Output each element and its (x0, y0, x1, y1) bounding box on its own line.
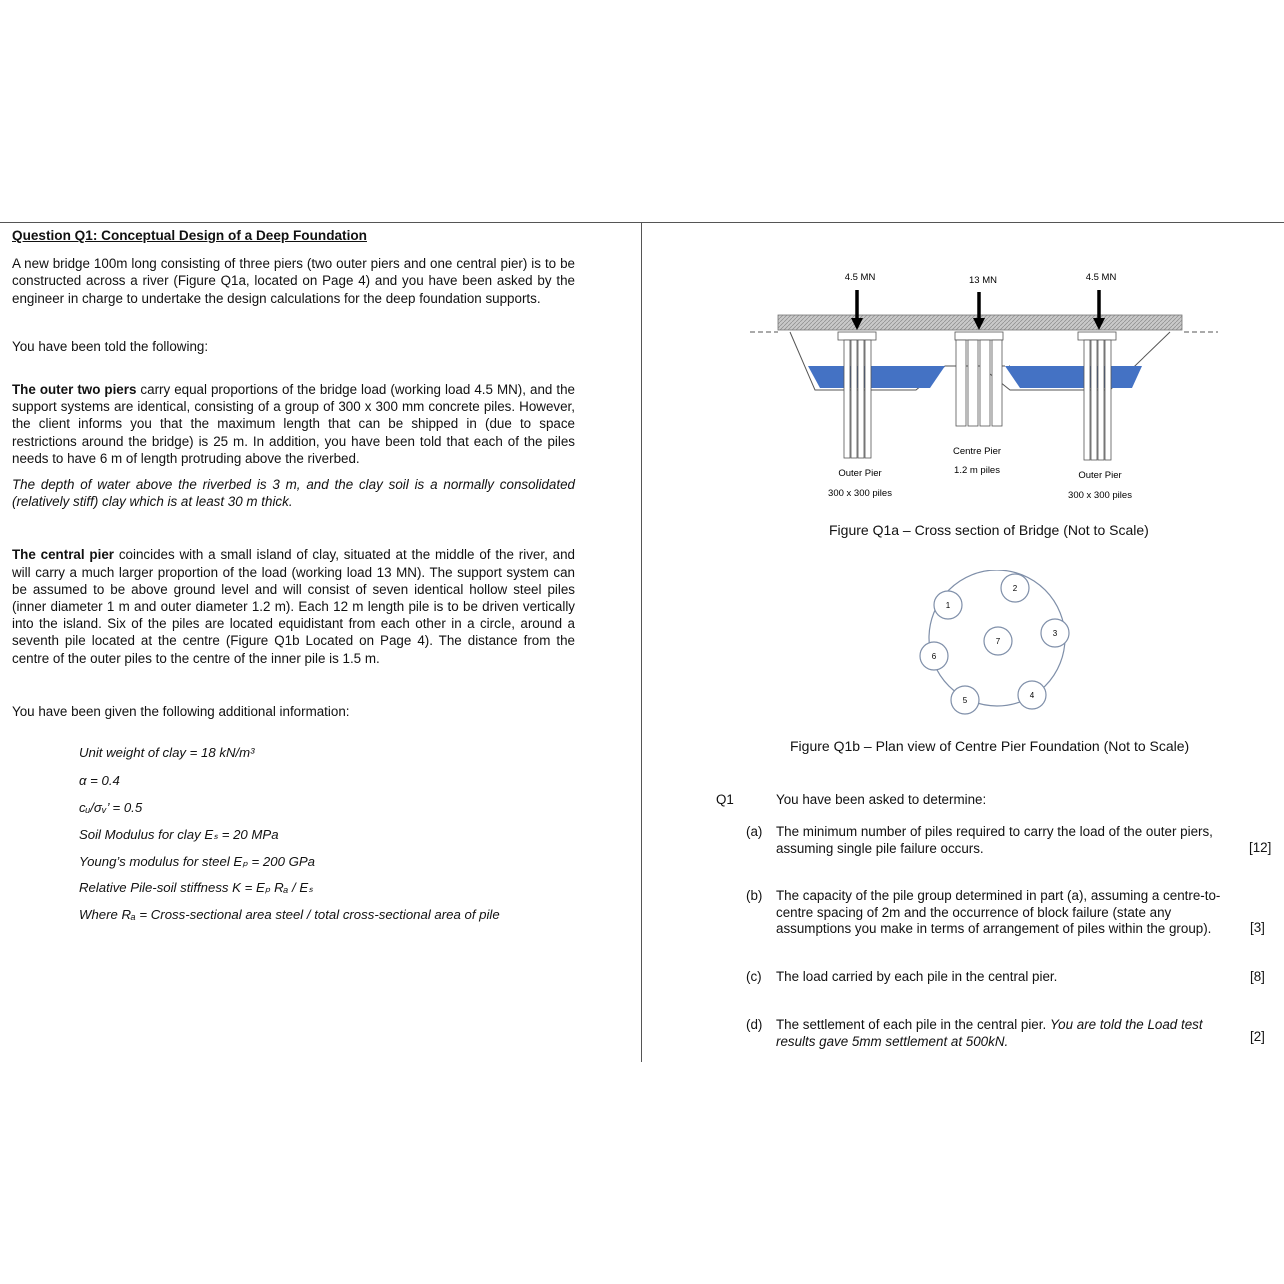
load-label-centre: 13 MN (969, 275, 997, 286)
pile-5-label: 5 (962, 696, 968, 705)
pile-1-label: 1 (945, 601, 951, 610)
info-stiffness: Relative Pile-soil stiffness K = Eₚ Rₐ / Eₛ (79, 880, 314, 895)
info-cu-ratio: cᵤ/σᵥ’ = 0.5 (79, 800, 143, 815)
additional-info-line: You have been given the following additional information: (12, 703, 350, 719)
central-pier-paragraph (12, 546, 575, 666)
pile-7-label: 7 (995, 637, 1001, 646)
outer-pier-right-sub: 300 x 300 piles (1068, 490, 1132, 501)
part-b-mark: [3] (1250, 920, 1265, 935)
part-d-label: (d) (746, 1017, 763, 1032)
info-alpha: α = 0.4 (79, 773, 120, 788)
figure-q1b (910, 570, 1080, 720)
info-steel-modulus: Young’s modulus for steel Eₚ = 200 GPa (79, 854, 315, 869)
depth-paragraph: The depth of water above the riverbed is 3 m, and the clay soil is a normally consolidated (relatively stiff) clay which is at least 30 m thick. (12, 477, 575, 510)
part-d-text-block (776, 1017, 1238, 1050)
pile-6-label: 6 (931, 652, 937, 661)
water-right (1005, 366, 1142, 388)
part-c-label: (c) (746, 969, 762, 984)
part-c-mark: [8] (1250, 969, 1265, 984)
outer-piers-lead: The outer two piers (12, 382, 137, 398)
intro-paragraph: A new bridge 100m long consisting of three piers (two outer piers and one central pier) is to be constructed across a river (Figure Q1a, located on Page 4) and you have been asked by the engineer in charge to undertake the design calculations for the deep foundation supports. (12, 256, 575, 306)
part-b-label: (b) (746, 888, 763, 903)
outer-pier-left-label: Outer Pier (838, 468, 882, 479)
part-b-text: The capacity of the pile group determined in part (a), assuming a centre-to-centre spacing of 2m and the occurrence of block failure (state any assumptions you make in terms of arrangement of piles within the group). (776, 888, 1221, 936)
outer-pier-left-sub: 300 x 300 piles (828, 488, 892, 499)
load-label-left: 4.5 MN (844, 272, 876, 283)
part-c-text: The load carried by each pile in the central pier. (776, 969, 1058, 984)
question-intro: You have been asked to determine: (776, 792, 987, 807)
pile-cap-left (838, 332, 876, 340)
info-soil-modulus: Soil Modulus for clay Eₛ = 20 MPa (79, 827, 279, 842)
figure-q1b-caption: Figure Q1b – Plan view of Centre Pier Foundation (Not to Scale) (790, 738, 1190, 754)
column-divider (641, 222, 642, 1062)
outer-pier-right-label: Outer Pier (1078, 470, 1122, 481)
part-d-italic: You are told the Load test results gave 5mm settlement at 500kN. (776, 1017, 1203, 1049)
pile-group (920, 574, 1069, 714)
question-number: Q1 (716, 792, 734, 807)
part-d-mark: [2] (1250, 1029, 1265, 1044)
right-piles (1084, 340, 1111, 460)
info-area-ratio: Where Rₐ = Cross-sectional area steel / total cross-sectional area of pile (79, 907, 500, 922)
top-rule (0, 222, 1284, 223)
pile-4-label: 4 (1029, 691, 1035, 700)
figure-q1a-caption: Figure Q1a – Cross section of Bridge (Not to Scale) (829, 522, 1149, 538)
central-pier-lead: The central pier (12, 547, 114, 563)
central-pier-text: coincides with a small island of clay, situated at the middle of the river, and will carry a much larger proportion of the load (working load 13 MN). The support system can be assumed to be above ground level and will consist of seven identical hollow steel piles (inner diameter 1 m and outer diameter 1.2 m). Each 12 m length pile is to be driven vertically into the island. Six of the piles are located equidistant from each other in a circle, around a seventh pile located at the centre (Figure Q1b Located on Page 4). The distance from the centre of the outer piles to the centre of the inner pile is 1.5 m. (12, 547, 576, 666)
part-a-label: (a) (746, 824, 763, 839)
pile-cap-right (1078, 332, 1116, 340)
left-piles (844, 340, 871, 458)
info-unit-weight: Unit weight of clay = 18 kN/m³ (79, 745, 255, 760)
part-a-mark: [12] (1249, 840, 1272, 855)
pile-cap-centre (955, 332, 1003, 340)
water-left (808, 366, 945, 388)
pile-3-label: 3 (1052, 629, 1058, 638)
part-a-text: The minimum number of piles required to carry the load of the outer piers, assuming single pile failure occurs. (776, 824, 1213, 856)
part-d-text: The settlement of each pile in the central pier. (776, 1017, 1047, 1032)
load-label-right: 4.5 MN (1085, 272, 1117, 283)
pile-2-label: 2 (1012, 584, 1018, 593)
figure-q1a (740, 262, 1230, 512)
centre-piles (956, 340, 1002, 426)
centre-pier-sub: 1.2 m piles (954, 465, 1000, 476)
centre-pier-label: Centre Pier (952, 446, 1002, 457)
left-column (12, 227, 575, 720)
outer-piers-paragraph (12, 381, 575, 467)
question-title: Question Q1: Conceptual Design of a Deep Foundation (12, 228, 367, 243)
told-line: You have been told the following: (12, 338, 209, 354)
outer-piers-text: carry equal proportions of the bridge load (working load 4.5 MN), and the support systems are identical, consisting of a group of 300 x 300 mm concrete piles. However, the client informs you that the maximum length that can be shipped in (due to space restrictions around the bridge) is 25 m. In addition, you have been told that each of the piles needs to have 6 m of length protruding above the riverbed. (12, 382, 575, 466)
